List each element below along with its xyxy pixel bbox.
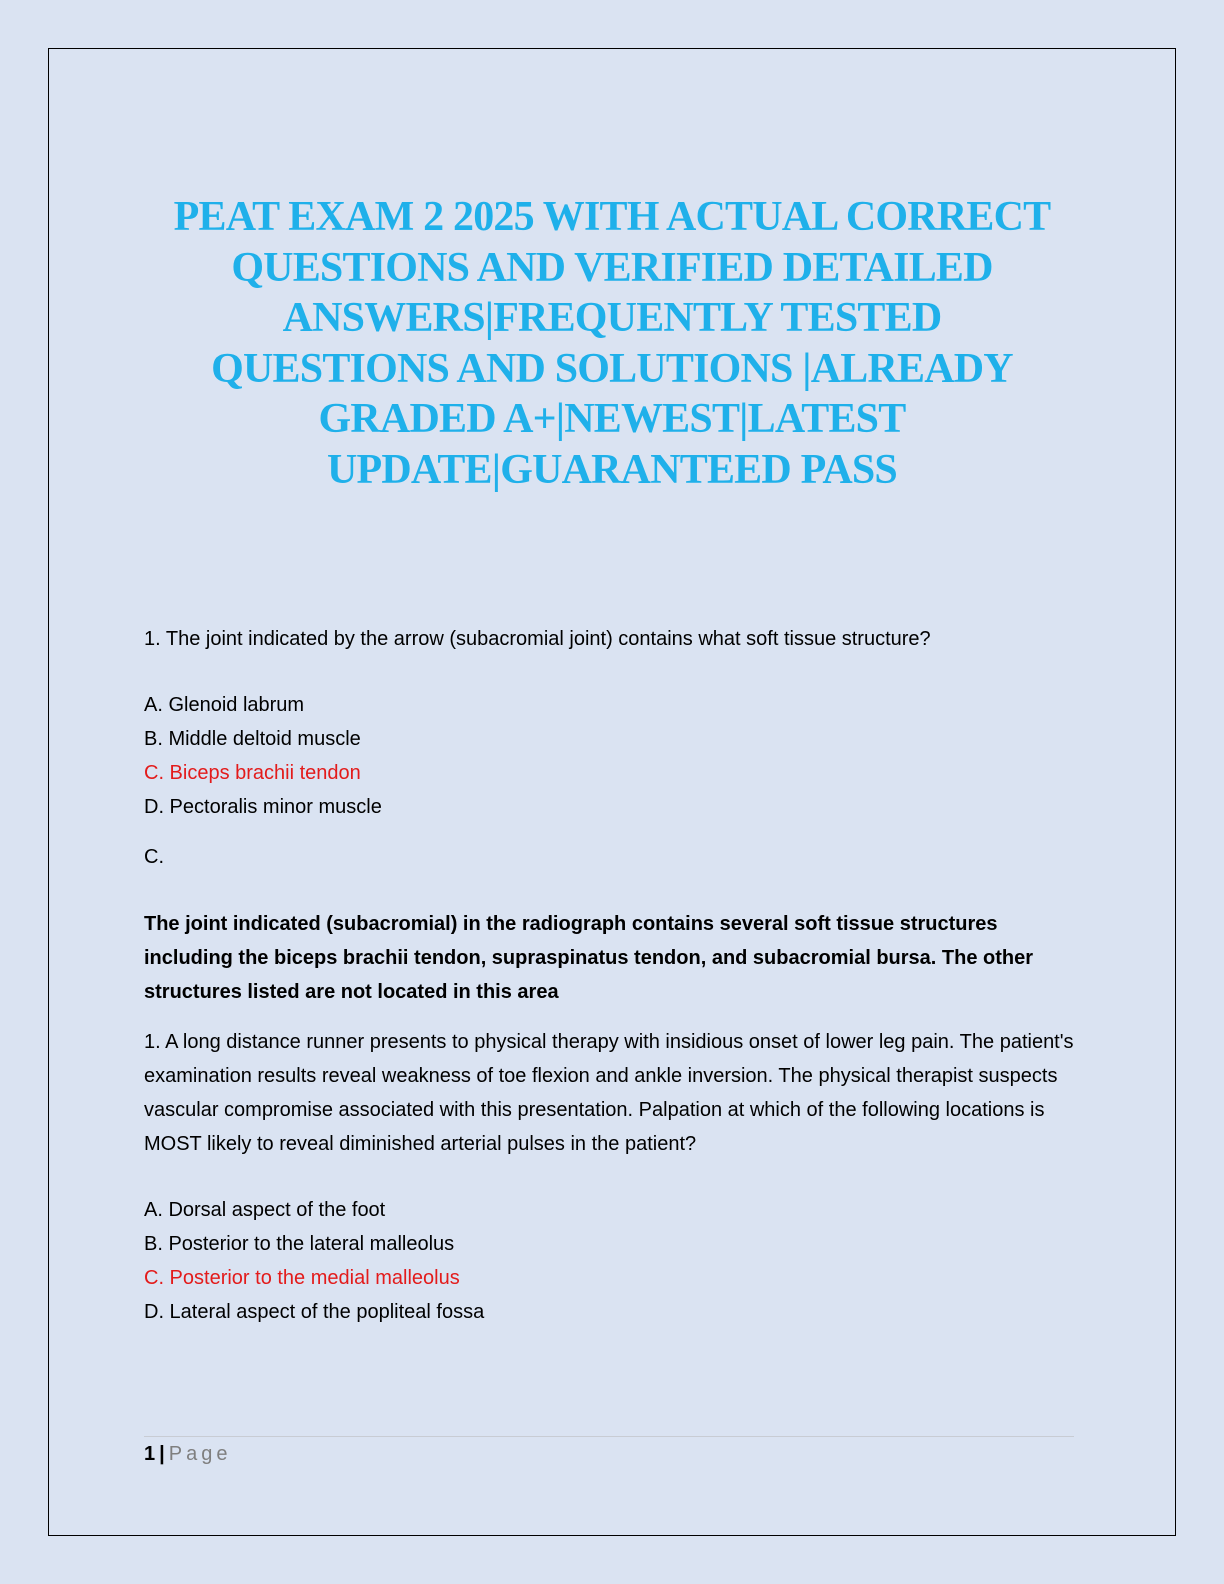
document-body — [144, 622, 1084, 1329]
page-number: 1 — [144, 1443, 156, 1465]
answer-explanation: The joint indicated (subacromial) in the radiograph contains several soft tissue structures including the biceps brachii tendon, supraspinatus tendon, and subacromial bursa. The other structures listed are not located in this area — [144, 913, 1034, 1003]
title-line: UPDATE|GUARANTEED PASS — [327, 446, 897, 493]
option-a: A. Glenoid labrum — [144, 694, 305, 716]
option-a: A. Dorsal aspect of the foot — [144, 1199, 386, 1221]
title-line: QUESTIONS AND VERIFIED DETAILED — [231, 244, 993, 291]
title-line: ANSWERS|FREQUENTLY TESTED — [282, 295, 942, 341]
title-line: GRADED A+|NEWEST|LATEST — [318, 396, 906, 442]
question-block-1 — [144, 622, 1084, 1009]
option-d: D. Lateral aspect of the popliteal fossa — [144, 1301, 485, 1323]
title-line: PEAT EXAM 2 2025 WITH ACTUAL CORRECT — [173, 194, 1051, 240]
answer-key: C. — [144, 846, 164, 868]
option-c-correct: C. Posterior to the medial malleolus — [144, 1267, 460, 1289]
page-label: Page — [168, 1443, 232, 1465]
title-line: QUESTIONS AND SOLUTIONS |ALREADY — [211, 345, 1013, 392]
option-b: B. Posterior to the lateral malleolus — [144, 1233, 455, 1255]
footer-separator: | — [159, 1443, 165, 1465]
page-footer — [144, 1440, 231, 1468]
option-b: B. Middle deltoid muscle — [144, 728, 361, 750]
footer-divider — [144, 1436, 1074, 1437]
option-d: D. Pectoralis minor muscle — [144, 796, 382, 818]
question-block-2 — [144, 1025, 1084, 1329]
question-text: 1. The joint indicated by the arrow (subacromial joint) contains what soft tissue structure? — [144, 628, 931, 650]
question-text: 1. A long distance runner presents to physical therapy with insidious onset of lower leg pain. The patient's examination results reveal weakness of toe flexion and ankle inversion. The physical therapist suspects vascular compromise associated with this presentation. Palpation at which of the following locations is MOST likely to reveal diminished arterial pulses in the patient? — [144, 1031, 1074, 1155]
document-title — [130, 192, 1094, 495]
option-c-correct: C. Biceps brachii tendon — [144, 762, 361, 784]
